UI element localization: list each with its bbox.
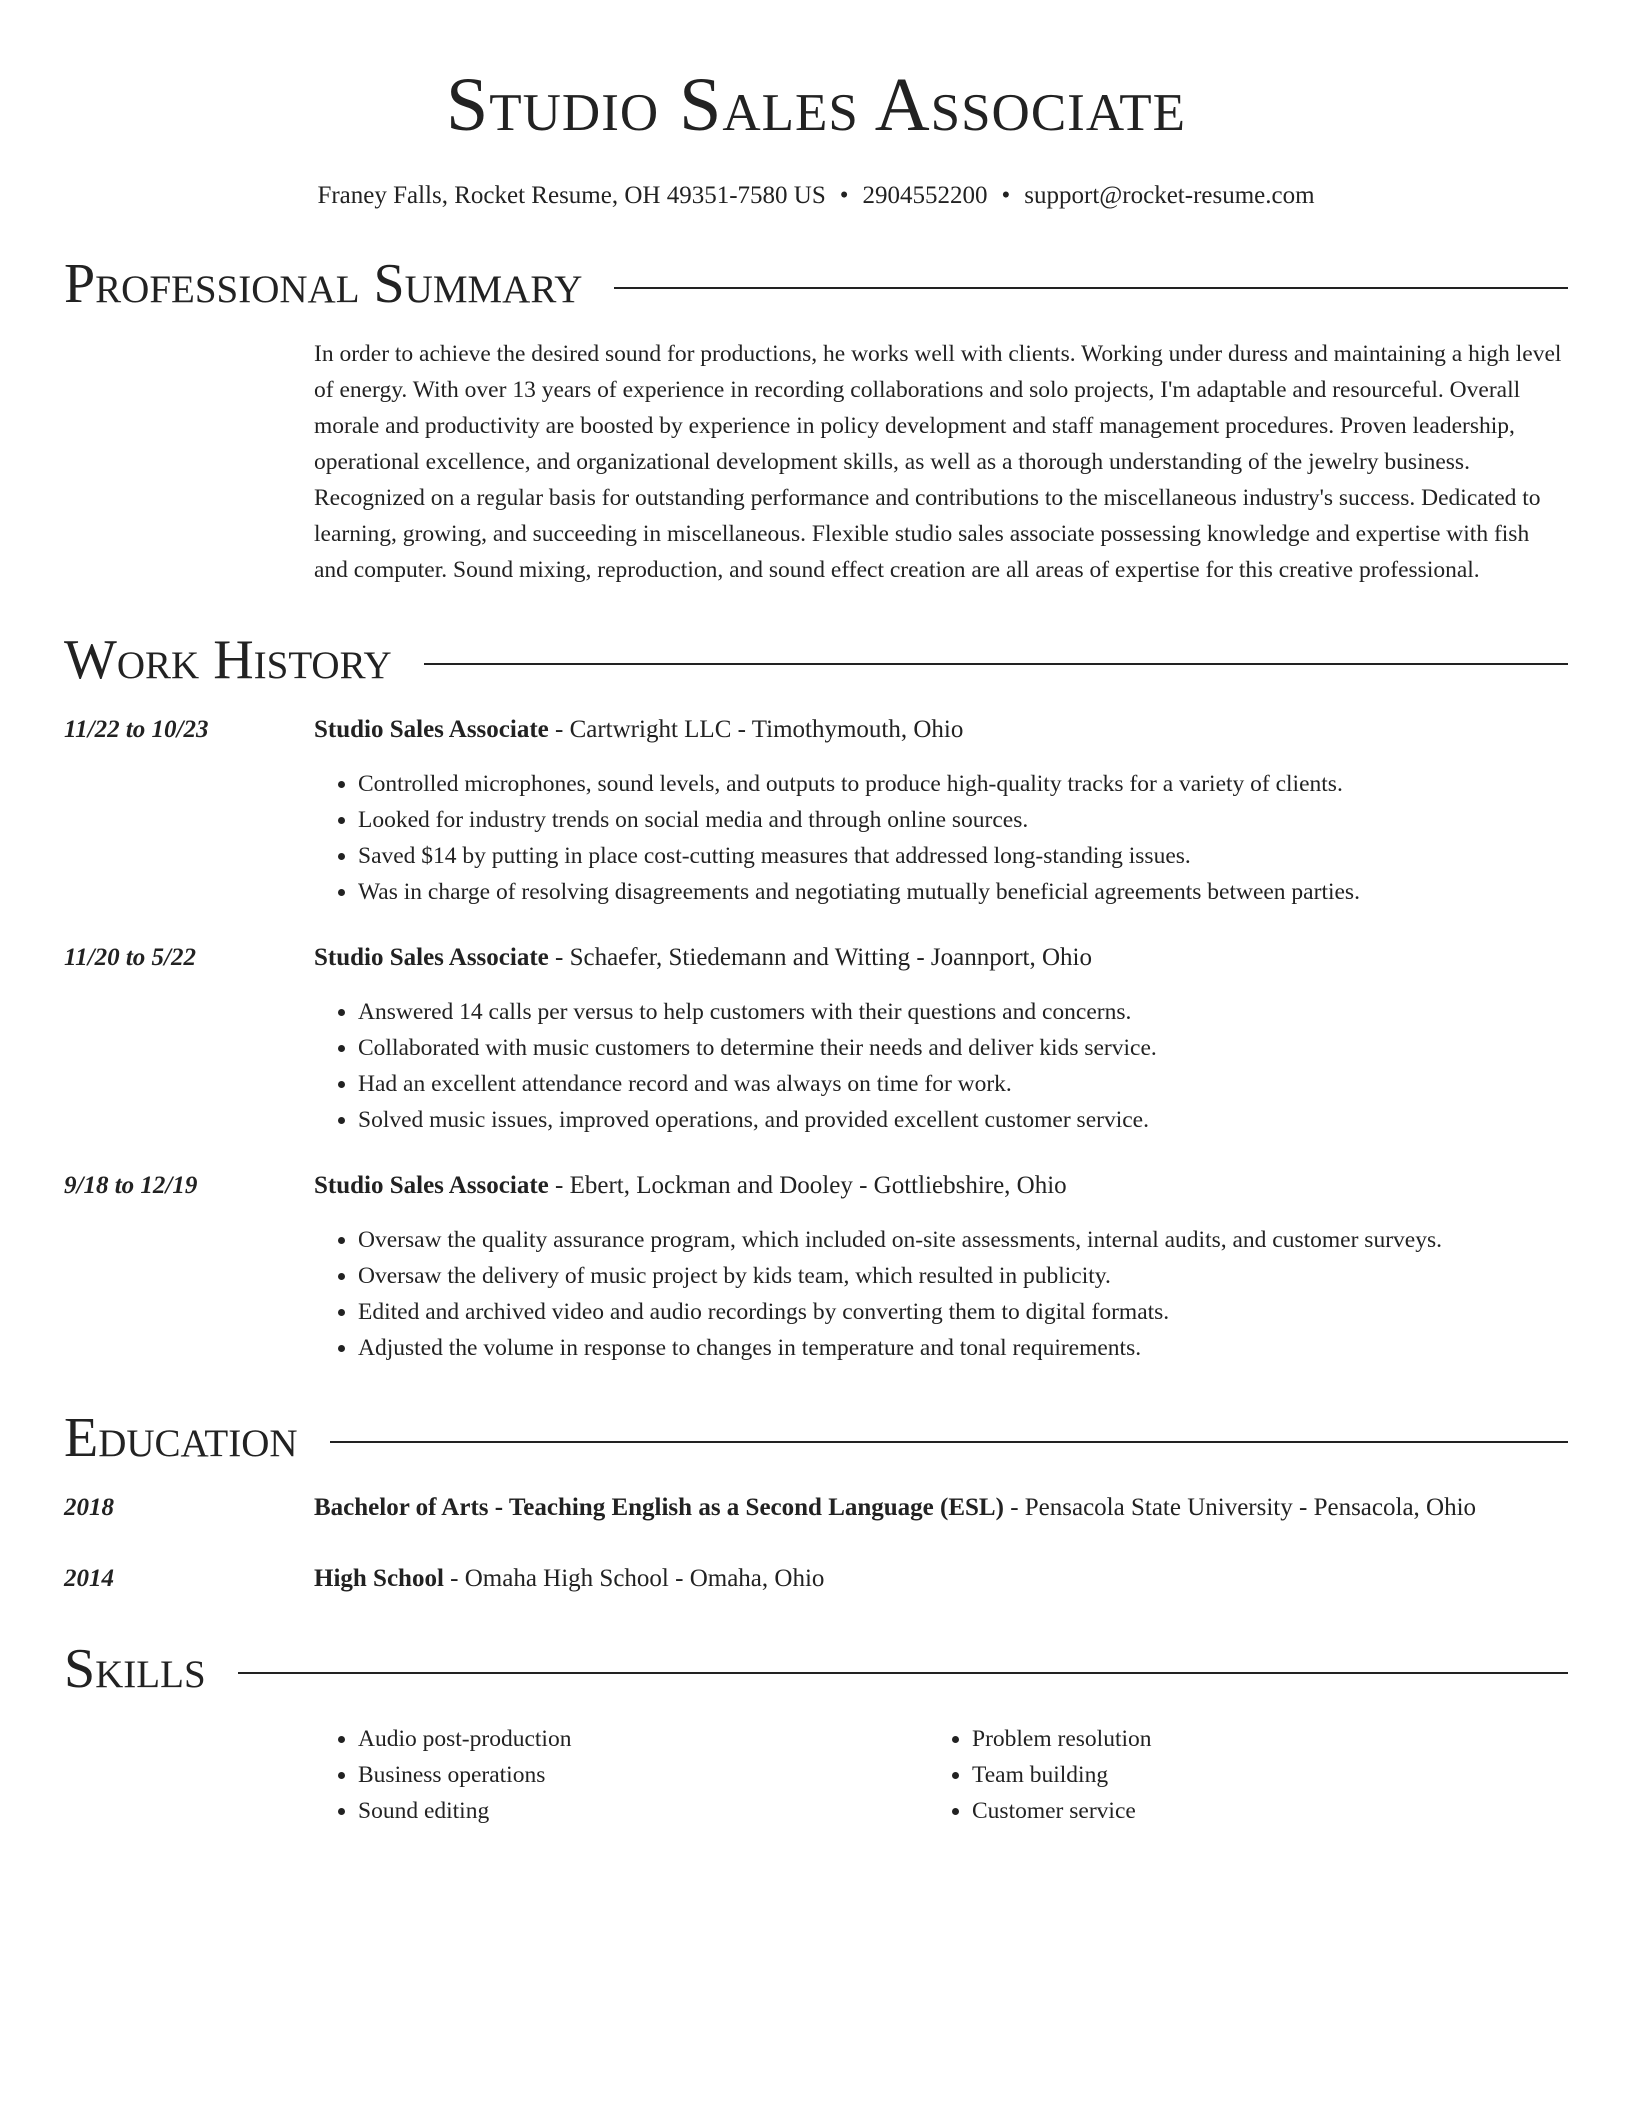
section-divider (330, 1441, 1568, 1443)
skills-section-header (64, 1639, 1568, 1699)
job-heading (314, 712, 1568, 748)
contact-separator: • (1001, 182, 1011, 209)
job-bullets (314, 994, 1568, 1138)
education-details: - Pensacola State University - Pensacola, Ohio (1003, 1494, 1477, 1521)
job-bullets (314, 766, 1568, 910)
job-bullet: • Collaborated with music customers to determine their needs and deliver kids service. (358, 1030, 1568, 1066)
skill-item: • Team building (972, 1757, 1568, 1793)
skills-list (314, 1721, 1568, 1829)
summary-heading: Professional Summary (64, 253, 583, 315)
education-entry (64, 1490, 1568, 1526)
education-year: 2018 (64, 1494, 114, 1521)
job-bullet: • Was in charge of resolving disagreements and negotiating mutually beneficial agreements between parties. (358, 874, 1568, 910)
contact-line (64, 180, 1568, 212)
job-entry (64, 712, 1568, 910)
education-year: 2014 (64, 1565, 114, 1592)
job-title: Studio Sales Associate (314, 1172, 549, 1199)
job-bullet: • Solved music issues, improved operations, and provided excellent customer service. (358, 1102, 1568, 1138)
skill-item: • Problem resolution (972, 1721, 1568, 1757)
job-bullet: • Adjusted the volume in response to changes in temperature and tonal requirements. (358, 1330, 1568, 1366)
job-bullet: • Answered 14 calls per versus to help customers with their questions and concerns. (358, 994, 1568, 1030)
job-bullet: • Oversaw the delivery of music project by kids team, which resulted in publicity. (358, 1258, 1568, 1294)
job-bullets (314, 1222, 1568, 1366)
skills-column-1 (314, 1721, 928, 1829)
summary-section-header (64, 254, 1568, 314)
work-section-header (64, 630, 1568, 690)
education-entry (64, 1561, 1568, 1597)
job-dates: 11/20 to 5/22 (64, 944, 196, 971)
section-divider (424, 663, 1568, 665)
job-title: Studio Sales Associate (314, 716, 549, 743)
education-heading: Education (64, 1407, 298, 1469)
job-details: - Ebert, Lockman and Dooley - Gottliebshire, Ohio (548, 1172, 1067, 1199)
job-dates: 9/18 to 12/19 (64, 1172, 198, 1199)
skill-item: • Audio post-production (358, 1721, 928, 1757)
section-divider (238, 1672, 1568, 1674)
job-bullet: • Oversaw the quality assurance program, which included on-site assessments, internal audits, and customer surveys. (358, 1222, 1568, 1258)
job-bullet: • Looked for industry trends on social media and through online sources. (358, 802, 1568, 838)
skill-item: • Sound editing (358, 1793, 928, 1829)
education-degree: Bachelor of Arts - Teaching English as a Second Language (ESL) (314, 1494, 1004, 1521)
contact-separator: • (839, 182, 849, 209)
job-bullet: • Edited and archived video and audio recordings by converting them to digital formats. (358, 1294, 1568, 1330)
education-section-header (64, 1408, 1568, 1468)
skill-item: • Customer service (972, 1793, 1568, 1829)
contact-email: support@rocket-resume.com (1024, 182, 1315, 209)
contact-address: Franey Falls, Rocket Resume, OH 49351-7580 US (317, 182, 826, 209)
skill-item: • Business operations (358, 1757, 928, 1793)
job-details: - Schaefer, Stiedemann and Witting - Joannport, Ohio (548, 944, 1093, 971)
job-title: Studio Sales Associate (314, 944, 549, 971)
skills-column-2 (928, 1721, 1568, 1829)
summary-text: In order to achieve the desired sound for productions, he works well with clients. Working under duress and maintaining a high level of energy. With over 13 years of experience in recording collaborations and solo projects, I'm adaptable and resourceful. Overall morale and productivity are boosted by experience in policy development and staff management procedures. Proven leadership, operational excellence, and organizational development skills, as well as a thorough understanding of the jewelry business. Recognized on a regular basis for outstanding performance and contributions to the miscellaneous industry's success. Dedicated to learning, growing, and succeeding in miscellaneous. Flexible studio sales associate possessing knowledge and expertise with fish and computer. Sound mixing, reproduction, and sound effect creation are all areas of expertise for this creative professional. (314, 341, 1562, 583)
job-entry (64, 1168, 1568, 1366)
skills-heading: Skills (64, 1638, 206, 1700)
resume-name: Studio Sales Associate (446, 63, 1186, 147)
job-bullet: • Saved $14 by putting in place cost-cutting measures that addressed long-standing issues. (358, 838, 1568, 874)
education-degree: High School (314, 1565, 444, 1592)
section-divider (614, 287, 1568, 289)
job-entry (64, 940, 1568, 1138)
job-details: - Cartwright LLC - Timothymouth, Ohio (548, 716, 964, 743)
contact-phone: 2904552200 (862, 182, 988, 209)
job-dates: 11/22 to 10/23 (64, 716, 209, 743)
job-heading (314, 1168, 1568, 1204)
job-bullet: • Controlled microphones, sound levels, and outputs to produce high-quality tracks for a variety of clients. (358, 766, 1568, 802)
job-bullet: • Had an excellent attendance record and was always on time for work. (358, 1066, 1568, 1102)
education-details: - Omaha High School - Omaha, Ohio (443, 1565, 825, 1592)
job-heading (314, 940, 1568, 976)
work-heading: Work History (64, 629, 392, 691)
